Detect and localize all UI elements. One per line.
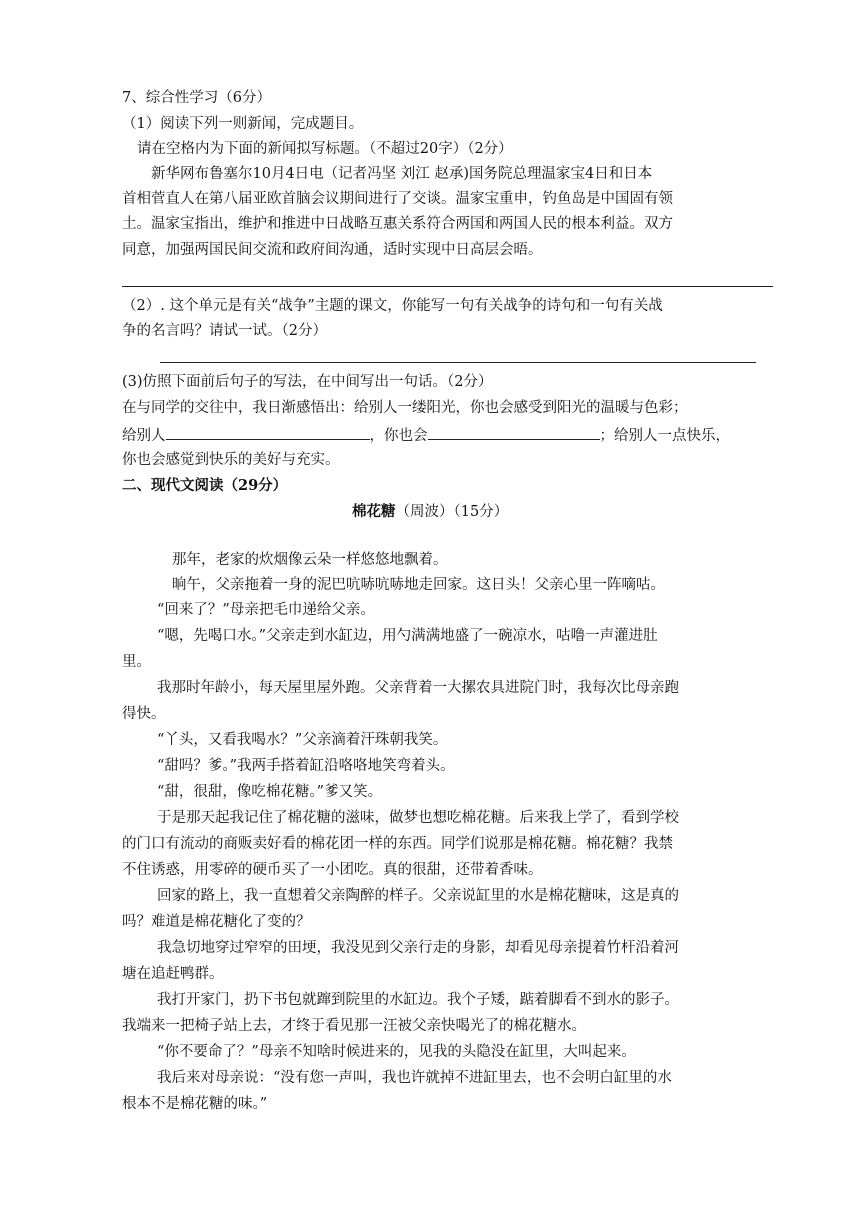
news-line: 土。温家宝指出，维护和推进中日战略互惠关系符合两国和两国人民的根本利益。双方: [122, 216, 673, 232]
article-title: 棉花糖: [352, 503, 396, 520]
article-meta: （周波）（15分）: [395, 504, 509, 520]
paragraph-line: 根本不是棉花糖的味。”: [122, 1096, 268, 1112]
paragraph-line: “丫头，又看我喝水？”父亲滴着汗珠朝我笑。: [157, 732, 448, 748]
question-3-line: 在与同学的交往中，我日渐感悟出：给别人一缕阳光，你也会感受到阳光的温暖与色彩；: [122, 400, 688, 416]
news-line: 同意，加强两国民间交流和政府间沟通，适时实现中日高层会晤。: [122, 242, 543, 258]
paragraph-line: 的门口有流动的商贩卖好看的棉花团一样的东西。同学们说那是棉花糖。棉花糖？我禁: [122, 836, 673, 852]
news-line: 新华网布鲁塞尔10月4日电（记者冯坚 刘江 赵承)国务院总理温家宝4日和日本: [151, 166, 653, 182]
paragraph-line: 回家的路上，我一直想着父亲陶醉的样子。父亲说缸里的水是棉花糖味，这是真的: [157, 888, 679, 904]
question-1-stem: （1）阅读下列一则新闻，完成题目。: [122, 116, 364, 132]
paragraph-line: 那年，老家的炊烟像云朵一样悠悠地飘着。: [172, 552, 448, 568]
question-3-text: ，你也会: [369, 428, 428, 444]
question-3-text: ；给别人一点快乐，: [599, 428, 730, 444]
question-3-text: 给别人: [122, 428, 166, 444]
paragraph-line: 于是那天起我记住了棉花糖的滋味，做梦也想吃棉花糖。后来我上学了，看到学校: [157, 810, 679, 826]
answer-line-headline[interactable]: [122, 286, 773, 287]
paragraph-line: 我端来一把椅子站上去，才终于看见那一汪被父亲快喝光了的棉花糖水。: [122, 1018, 586, 1034]
section-2-heading: 二、现代文阅读（29分）: [122, 477, 288, 494]
paragraph-line: 不住诱惑，用零碎的硬币买了一小团吃。真的很甜，还带着香味。: [122, 862, 543, 878]
paragraph-line: 塘在追赶鸭群。: [122, 966, 224, 982]
paragraph-line: 里。: [122, 654, 151, 670]
paragraph-line: “嗯，先喝口水。”父亲走到水缸边，用勺满满地盛了一碗凉水，咕噜一声灌进肚: [157, 628, 658, 644]
question-1-instruction: 请在空格内为下面的新闻拟写标题。（不超过20字）（2分）: [137, 141, 513, 157]
news-line: 首相菅直人在第八届亚欧首脑会议期间进行了交谈。温家宝重申，钓鱼岛是中国固有领: [122, 191, 673, 207]
question-3-line: [122, 424, 730, 446]
paragraph-line: 我那时年龄小，每天屋里屋外跑。父亲背着一大摞农具进院门时，我每次比母亲跑: [157, 680, 679, 696]
question-2-line: 争的名言吗？请试一试。（2分）: [122, 323, 327, 339]
paragraph-line: 我急切地穿过窄窄的田埂，我没见到父亲行走的身影，却看见母亲提着竹杆沿着河: [157, 940, 679, 956]
paragraph-line: 吗？难道是棉花糖化了变的？: [122, 914, 311, 930]
paragraph-line: 晌午，父亲拖着一身的泥巴吭哧吭哧地走回家。这日头！父亲心里一阵嘀咕。: [172, 577, 665, 593]
section-7-title: 7、综合性学习（6分）: [122, 90, 271, 106]
question-3-line: 你也会感觉到快乐的美好与充实。: [122, 452, 340, 468]
fill-blank-2[interactable]: [428, 424, 600, 440]
paragraph-line: “回来了？”母亲把毛巾递给父亲。: [157, 602, 375, 618]
paragraph-line: 我后来对母亲说：“没有您一声叫，我也许就掉不进缸里去，也不会明白缸里的水: [157, 1070, 672, 1086]
question-3-stem: (3)仿照下面前后句子的写法，在中间写出一句话。（2分）: [122, 374, 493, 390]
fill-blank-1[interactable]: [166, 424, 370, 440]
article-title-line: [352, 502, 508, 522]
paragraph-line: “甜，很甜，像吃棉花糖。”爹又笑。: [157, 784, 383, 800]
paragraph-line: “你不要命了？”母亲不知啥时候进来的，见我的头隐没在缸里，大叫起来。: [157, 1044, 636, 1060]
answer-line-war-quote[interactable]: [160, 362, 756, 363]
paragraph-line: 我打开家门，扔下书包就蹿到院里的水缸边。我个子矮，踮着脚看不到水的影子。: [157, 992, 679, 1008]
paragraph-line: “甜吗？爹。”我两手搭着缸沿咯咯地笑弯着头。: [157, 758, 455, 774]
paragraph-line: 得快。: [122, 706, 166, 722]
question-2-line: （2）. 这个单元是有关“战争”主题的课文，你能写一句有关战争的诗句和一句有关战: [122, 298, 663, 314]
